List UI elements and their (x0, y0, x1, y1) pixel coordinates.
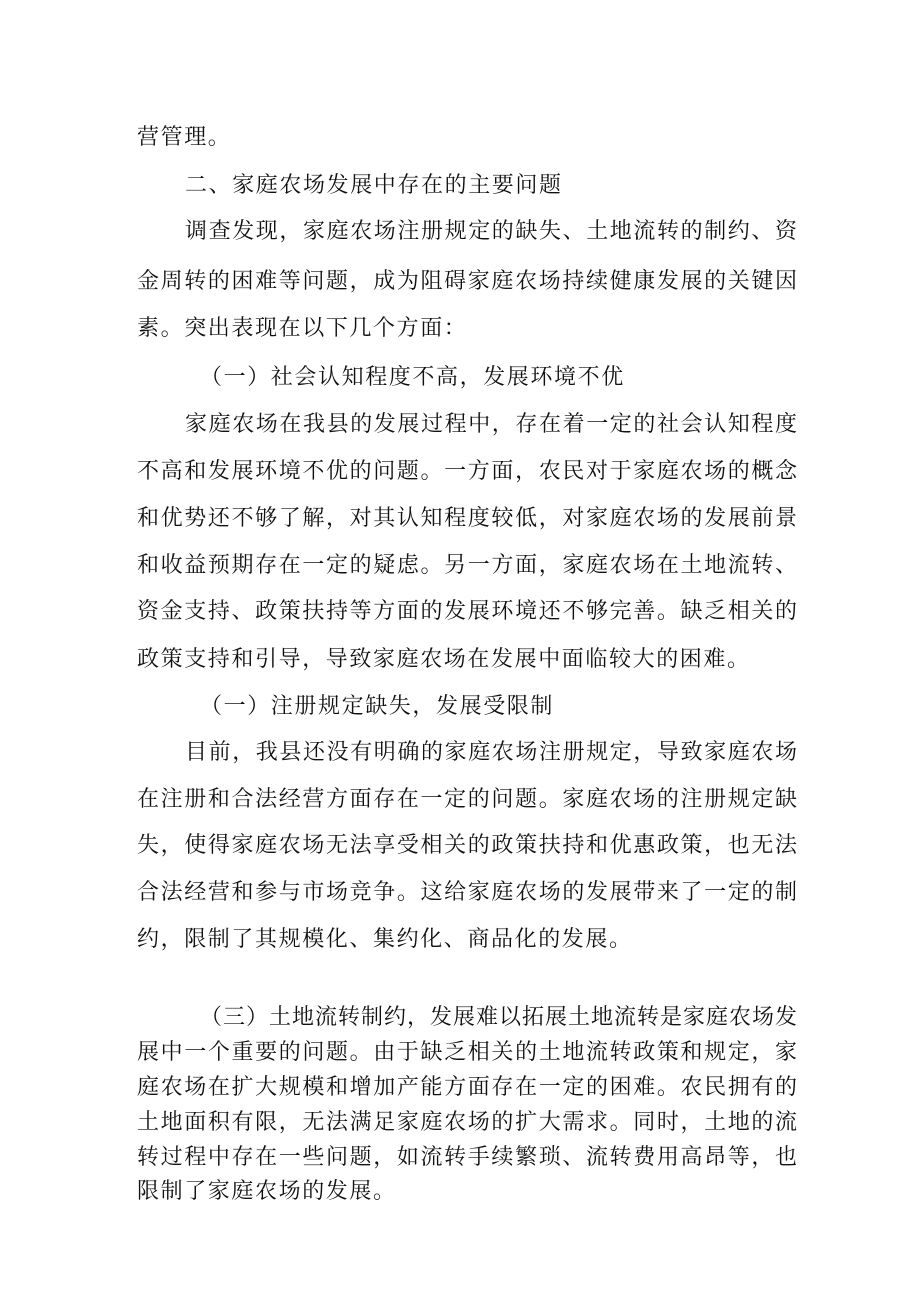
paragraph-line: 约，限制了其规模化、集约化、商品化的发展。 (137, 927, 633, 952)
paragraph-line: 限制了家庭农场的发展。 (137, 1179, 397, 1204)
paragraph-line: 家庭农场在我县的发展过程中，存在着一定的社会认知程度 (185, 412, 797, 437)
paragraph-line: 目前，我县还没有明确的家庭农场注册规定，导致家庭农场 (185, 740, 797, 765)
paragraph-line: 和优势还不够了解，对其认知程度较低，对家庭农场的发展前景 (137, 506, 797, 531)
paragraph-line: 营管理。 (137, 125, 232, 150)
paragraph-line: 不高和发展环境不优的问题。一方面，农民对于家庭农场的概念 (137, 459, 797, 484)
paragraph-line: 金周转的困难等问题，成为阻碍家庭农场持续健康发展的关键因 (137, 269, 797, 294)
paragraph-line: 资金支持、政策扶持等方面的发展环境还不够完善。缺乏相关的 (137, 599, 797, 624)
paragraph-line: 政策支持和引导，导致家庭农场在发展中面临较大的困难。 (137, 647, 751, 672)
paragraph-line: 土地面积有限，无法满足家庭农场的扩大需求。同时，土地的流 (137, 1110, 797, 1135)
section-heading: 二、家庭农场发展中存在的主要问题 (185, 173, 563, 198)
paragraph-line: 展中一个重要的问题。由于缺乏相关的土地流转政策和规定，家 (137, 1040, 797, 1065)
paragraph-line: 合法经营和参与市场竞争。这给家庭农场的发展带来了一定的制 (137, 880, 797, 905)
subsection-heading: （一）社会认知程度不高，发展环境不优 (200, 365, 625, 390)
paragraph-line: 和收益预期存在一定的疑虑。另一方面，家庭农场在土地流转、 (137, 553, 797, 578)
paragraph-line: 庭农场在扩大规模和增加产能方面存在一定的困难。农民拥有的 (137, 1075, 797, 1100)
paragraph-line: 在注册和合法经营方面存在一定的问题。家庭农场的注册规定缺 (137, 787, 797, 812)
paragraph-line: 素。突出表现在以下几个方面： (137, 316, 468, 341)
subsection-heading: （三）土地流转制约，发展难以拓展土地流转是家庭农场发 (200, 1005, 797, 1030)
paragraph-line: 调查发现，家庭农场注册规定的缺失、土地流转的制约、资 (185, 219, 797, 244)
paragraph-line: 失，使得家庭农场无法享受相关的政策扶持和优惠政策，也无法 (137, 833, 797, 858)
paragraph-line: 转过程中存在一些问题，如流转手续繁琐、流转费用高昂等，也 (137, 1145, 797, 1170)
subsection-heading: （一）注册规定缺失，发展受限制 (200, 694, 555, 719)
